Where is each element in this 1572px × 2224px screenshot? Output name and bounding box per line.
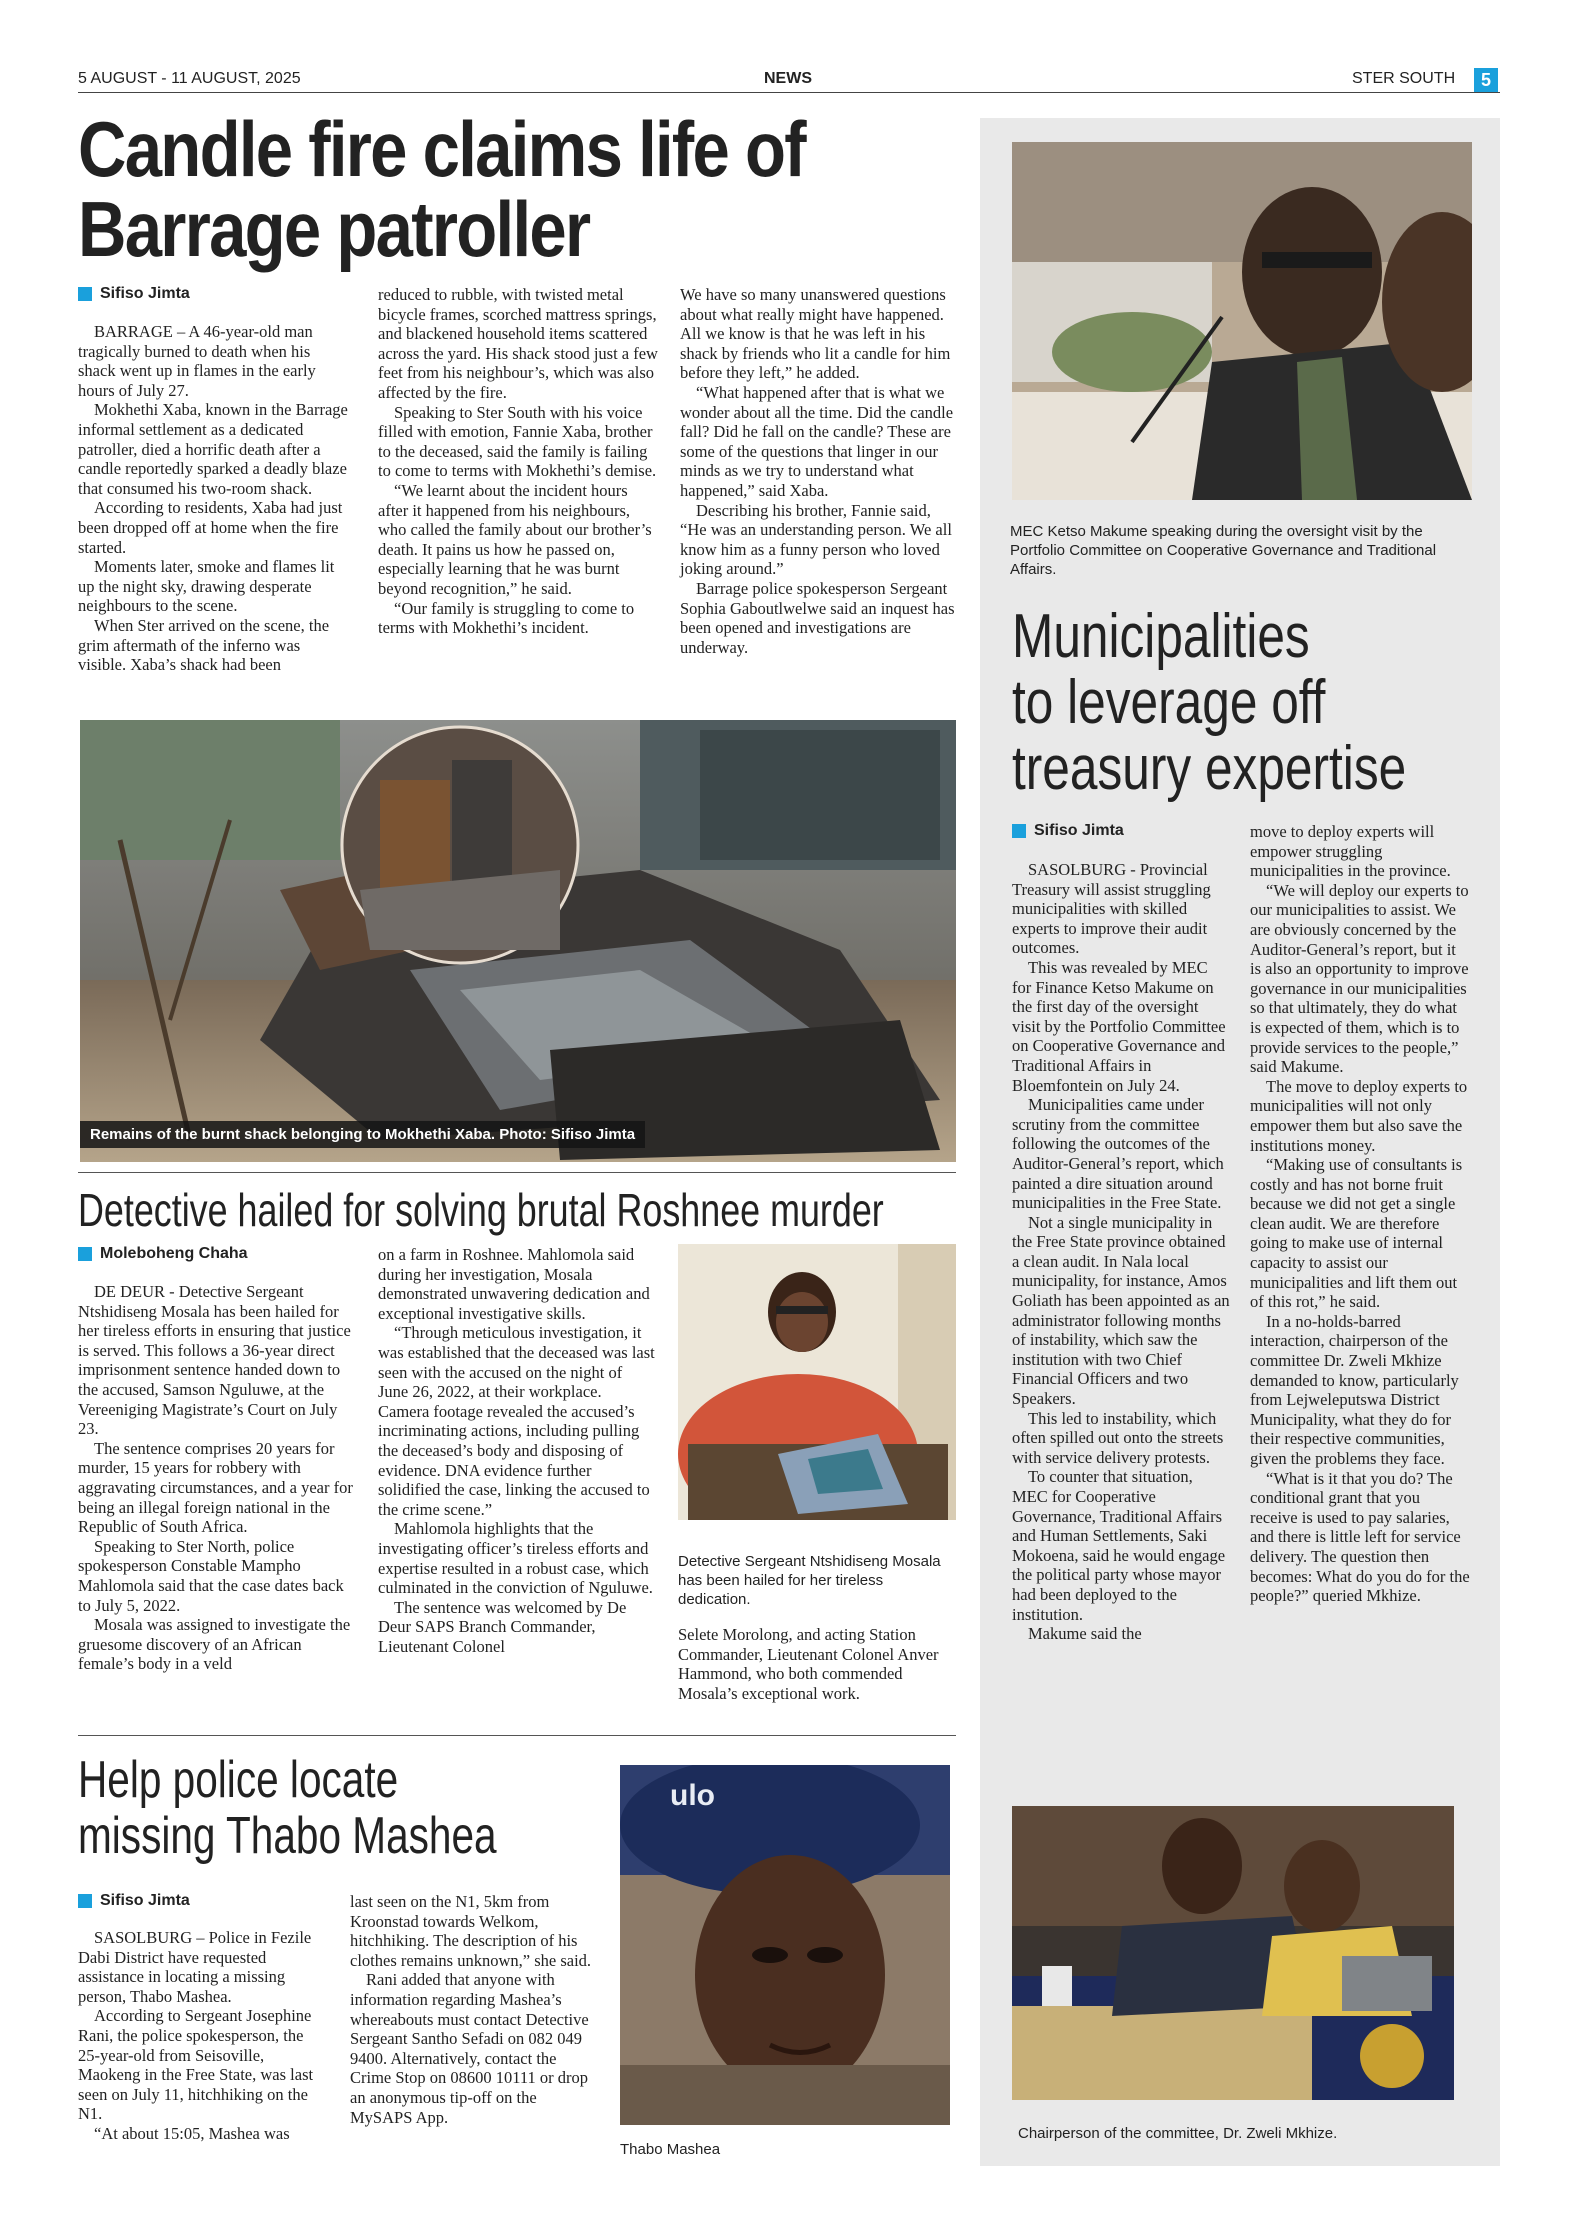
sidebar-headline-line1: Municipalities — [1012, 602, 1310, 671]
paragraph: Moments later, smoke and flames lit up the night sky, drawing desperate neighbours to the scene. — [78, 557, 335, 616]
paragraph: To counter that situation, MEC for Cooperative Governance, Traditional Affairs and Human Settlements, Saki Mokoena, said he would engage the political party whose mayor had been deployed to the institution. — [1012, 1467, 1226, 1624]
paragraph: move to deploy experts will empower struggling municipalities in the province. — [1250, 822, 1451, 881]
story1-headline-line2: Barrage patroller — [78, 185, 590, 273]
missing-person-image — [620, 1765, 950, 2125]
detective-photo-caption: Detective Sergeant Ntshidiseng Mosala has been hailed for her tireless dedication. — [678, 1553, 941, 1608]
story1-column-3 — [680, 285, 956, 657]
header-rule — [78, 92, 1500, 93]
missing-person-caption: Thabo Mashea — [620, 2141, 721, 2158]
paragraph: Municipalities came under scrutiny from the committee following the outcomes of the Auditor-General’s report, which painted a dire situation around municipalities in the Free State. — [1012, 1095, 1224, 1213]
byline-marker-icon — [78, 287, 92, 301]
section-label: NEWS — [764, 70, 812, 87]
paragraph: Makume said the — [1028, 1624, 1142, 1644]
paragraph: “We will deploy our experts to our municipalities to assist. We are obviously concerned by the Auditor-General’s report, but it is also an opportunity to improve governance in our municipalities so that ultimately, they do what is expected of them, which is to provide services to the people,” said Makume. — [1250, 880, 1469, 1077]
sidebar-headline-line2: to leverage off — [1012, 668, 1326, 737]
story1-column-1 — [78, 322, 350, 675]
paragraph: “Our family is struggling to come to terms with Mokhethi’s incident. — [378, 598, 635, 638]
paragraph: last seen on the N1, 5km from Kroonstad towards Welkom, hitchhiking. The description of his clothes remains unknown,” she said. — [350, 1892, 592, 1970]
paragraph: “What happened after that is what we wonder about all the time. Did the candle fall? Did he fall on the candle? These are some of the questions that linger in our minds as we try to understand what happened,” said Xaba. — [680, 382, 954, 500]
story2-column-2 — [378, 1245, 656, 1656]
story2-column-1 — [78, 1282, 358, 1674]
story1-headline-line1: Candle fire claims life of — [78, 105, 805, 193]
story3-column-2 — [350, 1892, 600, 2127]
issue-date: 5 AUGUST - 11 AUGUST, 2025 — [78, 70, 301, 87]
paper-name: STER SOUTH — [1352, 70, 1456, 87]
paragraph: Describing his brother, Fannie said, “He was an understanding person. We all know him as a funny person who loved joking around.” — [680, 500, 952, 579]
mec-makume-image — [1012, 142, 1472, 500]
story3-headline-line2: missing Thabo Mashea — [78, 1807, 497, 1865]
paragraph: on a farm in Roshnee. Mahlomola said during her investigation, Mosala demonstrated unwavering dedication and exceptional investigative skills. — [378, 1245, 650, 1323]
paragraph: This was revealed by MEC for Finance Ketso Makume on the first day of the oversight visit by the Portfolio Committee on Cooperative Governance and Traditional Affairs in Bloemfontein on July 24. — [1012, 957, 1226, 1095]
mkhize-image — [1012, 1806, 1454, 2100]
paragraph: BARRAGE – A 46-year-old man tragically burned to death when his shack went up in flames in the early hours of July 27. — [78, 322, 316, 400]
paragraph: SASOLBURG - Provincial Treasury will assist struggling municipalities with skilled experts to improve their audit outcomes. — [1012, 860, 1211, 958]
sidebar-byline-name: Sifiso Jimta — [1034, 822, 1124, 839]
mkhize-photo — [1012, 1806, 1454, 2100]
missing-person-photo — [620, 1765, 950, 2125]
story2-headline: Detective hailed for solving brutal Roshnee murder — [78, 1184, 884, 1236]
paragraph: Not a single municipality in the Free State province obtained a clean audit. In Nala local municipality, for instance, Amos Goliath has been appointed as an administrator following months of instability, which saw the institution with two Chief Financial Officers and two Speakers. — [1012, 1212, 1230, 1409]
paragraph: According to residents, Xaba had just been dropped off at home when the fire started. — [78, 498, 343, 557]
cap-logo-text: ulo — [670, 1779, 715, 1812]
story2-byline-name: Moleboheng Chaha — [100, 1245, 248, 1262]
paragraph: When Ster arrived on the scene, the grim aftermath of the inferno was visible. Xaba’s shack had been — [78, 615, 330, 675]
paragraph: Barrage police spokesperson Sergeant Sophia Gaboutlwelwe said an inquest has been opened and investigations are underway. — [680, 578, 955, 657]
paragraph: According to Sergeant Josephine Rani, the police spokesperson, the 25-year-old from Seisoville, Maokeng in the Free State, was last seen on July 11, hitchhiking on the N1. — [78, 2006, 314, 2124]
paragraph: Speaking to Ster South with his voice filled with emotion, Fannie Xaba, brother to the deceased, said the family is failing to come to terms with Mokhethi’s demise. — [378, 402, 657, 481]
paragraph: Mosala was assigned to investigate the gruesome discovery of an African female’s body in a veld — [78, 1615, 351, 1674]
paragraph: The sentence comprises 20 years for murder, 15 years for robbery with aggravating circumstances, and a year for being an illegal foreign national in the Republic of South Africa. — [78, 1438, 353, 1537]
story2-byline — [78, 1245, 248, 1263]
detective-image — [678, 1244, 956, 1520]
story1-byline-name: Sifiso Jimta — [100, 285, 190, 302]
sidebar-headline-line3: treasury expertise — [1012, 734, 1407, 803]
paragraph: The move to deploy experts to municipalities will not only empower them but also save the institutions money. — [1250, 1076, 1468, 1155]
paragraph: Rani added that anyone with information regarding Mashea’s whereabouts must contact Detective Sergeant Santho Sefadi on 082 049 9400. Alternatively, contact the Crime Stop on 08600 10111 or drop an anonymous tip-off on the MySAPS App. — [350, 1970, 589, 2127]
paragraph: This led to instability, which often spilled out onto the streets with service delivery protests. — [1012, 1408, 1224, 1467]
paragraph: SASOLBURG – Police in Fezile Dabi District have requested assistance in locating a missing person, Thabo Mashea. — [78, 1928, 312, 2006]
burnt-shack-photo — [80, 720, 956, 1162]
mec-makume-caption: MEC Ketso Makume speaking during the oversight visit by the Portfolio Committee on Cooperative Governance and Traditional Affairs. — [1010, 523, 1437, 578]
paragraph: “What is it that you do? The conditional grant that you receive is used to pay salaries, and there is little left for service delivery. The question then becomes: What do you do for the people?” queried Mkhize. — [1250, 1468, 1470, 1606]
paragraph: “We learnt about the incident hours after it happened from his neighbours, who called the family about our brother’s death. It pains us how he passed on, especially learning that he was burnt beyond recognition,” he said. — [378, 480, 652, 598]
section-divider — [78, 1735, 956, 1736]
page-number: 5 — [1474, 68, 1498, 92]
sidebar-column-1 — [1012, 860, 1230, 1644]
paragraph: reduced to rubble, with twisted metal bicycle frames, scorched mattress springs, and blackened household items scattered across the yard. His shack stood just a few feet from his neighbour’s, which was also affected by the fire. — [378, 285, 658, 402]
detective-photo — [678, 1244, 956, 1520]
paragraph: “At about 15:05, Mashea was — [94, 2123, 290, 2143]
story3-byline — [78, 1892, 190, 1910]
paragraph: Selete Morolong, and acting Station Commander, Lieutenant Colonel Anver Hammond, who both commended Mosala’s exceptional work. — [678, 1625, 939, 1703]
mec-makume-photo — [1012, 142, 1472, 500]
story3-headline-line1: Help police locate — [78, 1751, 399, 1809]
paragraph: Speaking to Ster North, police spokesperson Constable Mampho Mahlomola said that the case dates back to July 5, 2022. — [78, 1536, 344, 1615]
story1-column-2 — [378, 285, 658, 638]
story1-byline — [78, 285, 190, 303]
paragraph: “Through meticulous investigation, it was established that the deceased was last seen with the accused on the night of June 26, 2022, at their workplace. Camera footage revealed the accused’s incriminating actions, including pulling the deceased’s body and disposing of evidence. DNA evidence further solidified the case, linking the accused to the crime scene.” — [378, 1323, 655, 1519]
paragraph: Mokhethi Xaba, known in the Barrage informal settlement as a dedicated patroller, died a horrific death after a candle reportedly sparked a deadly blaze that consumed his two-room shack. — [78, 400, 348, 498]
burnt-shack-image — [80, 720, 956, 1162]
story3-byline-name: Sifiso Jimta — [100, 1892, 190, 1909]
story2-column-3 — [678, 1625, 954, 1703]
paragraph: DE DEUR - Detective Sergeant Ntshidiseng Mosala has been hailed for her tireless efforts in ensuring that justice is served. This follows a 36-year direct imprisonment sentence handed down to the accused, Samson Nguluwe, at the Vereeniging Magistrate’s Court on July 23. — [78, 1282, 351, 1439]
mkhize-caption: Chairperson of the committee, Dr. Zweli Mkhize. — [1018, 2125, 1338, 2142]
sidebar-byline — [1012, 822, 1124, 840]
section-divider — [78, 1172, 956, 1173]
byline-marker-icon — [78, 1247, 92, 1261]
paragraph: Mahlomola highlights that the investigating officer’s tireless efforts and expertise resulted in a robust case, which culminated in the conviction of Nguluwe. — [378, 1519, 653, 1598]
burnt-shack-caption: Remains of the burnt shack belonging to Mokhethi Xaba. Photo: Sifiso Jimta — [80, 1121, 645, 1148]
paragraph: In a no-holds-barred interaction, chairperson of the committee Dr. Zweli Mkhize demanded to know, particularly from Lejweleputswa District Municipality, what they do for their respective communities, given the problems they face. — [1250, 1311, 1459, 1468]
story3-column-1 — [78, 1928, 328, 2144]
byline-marker-icon — [1012, 824, 1026, 838]
byline-marker-icon — [78, 1894, 92, 1908]
paragraph: We have so many unanswered questions about what really might have happened. All we know is that he was left in his shack by friends who lit a candle for him before they left,” he added. — [680, 285, 951, 383]
sidebar-column-2 — [1250, 822, 1470, 1606]
paragraph: “Making use of consultants is costly and has not borne fruit because we did not get a single clean audit. We are therefore going to make use of internal capacity to assist our municipalities and lift them out of this rot,” he said. — [1250, 1155, 1463, 1312]
paragraph: The sentence was welcomed by De Deur SAPS Branch Commander, Lieutenant Colonel — [378, 1597, 627, 1656]
